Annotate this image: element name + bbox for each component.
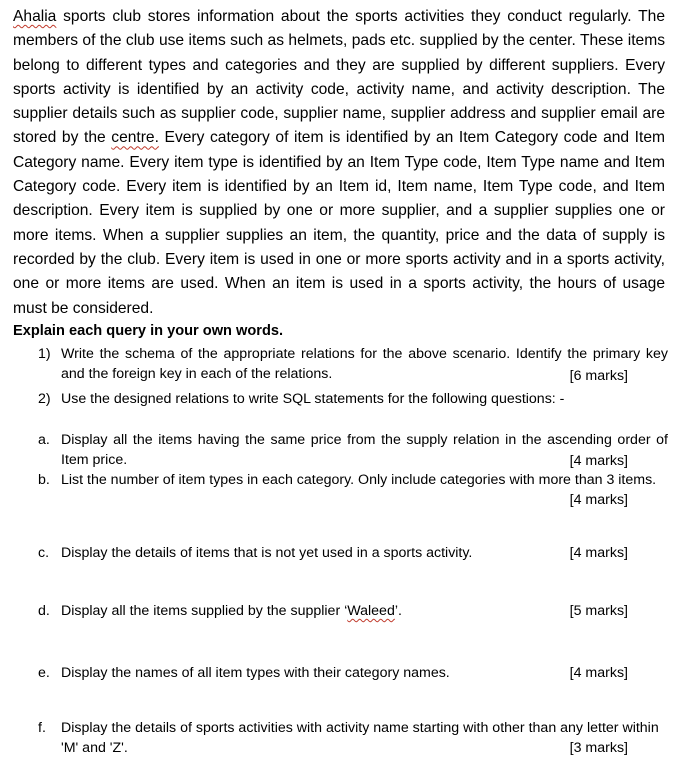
question-1-marks: [6 marks] — [569, 368, 628, 384]
question-a-text: Display all the items having the same price from the supply relation in the ascending order of Item price. — [61, 432, 668, 468]
question-b-label: b. — [38, 472, 50, 488]
question-b-text: List the number of item types in each category. Only include categories with more than 3 items. — [61, 472, 657, 488]
question-b — [38, 470, 668, 490]
question-b-marks: [4 marks] — [569, 492, 628, 508]
instructions-heading: Explain each query in your own words. — [13, 323, 284, 339]
question-c-text: Display the details of items that is not yet used in a sports activity. — [61, 545, 473, 561]
supplier-name-waleed: Waleed — [347, 603, 395, 619]
question-e-marks: [4 marks] — [569, 665, 628, 681]
question-1-number: 1) — [38, 346, 51, 362]
question-e-label: e. — [38, 665, 50, 681]
question-2-number: 2) — [38, 391, 51, 407]
question-e-text: Display the names of all item types with their category names. — [61, 665, 450, 681]
question-a-marks: [4 marks] — [569, 453, 628, 469]
question-c-label: c. — [38, 545, 50, 561]
question-d-text-end: ’. — [394, 603, 402, 619]
question-f-label: f. — [38, 720, 46, 736]
question-2-text: Use the designed relations to write SQL statements for the following questions: - — [61, 391, 565, 407]
question-1-text: Write the schema of the appropriate relations for the above scenario. Identify the primary key and the foreign key in each of the relations. — [61, 346, 668, 382]
question-d-marks: [5 marks] — [569, 603, 628, 619]
question-d-label: d. — [38, 603, 50, 619]
question-a-label: a. — [38, 432, 50, 448]
scenario-text-part-1: sports club stores information about the sports activities they conduct regularly. The members of the club use items such as helmets, pads etc. supplied by the center. These items belong to different types and categories and they are supplied by different suppliers. Every sports activity is identified by an activity code, activity name, and activity description. The supplier details such as supplier code, supplier name, supplier address and supplier email are stored by the — [13, 8, 665, 147]
scenario-text-part-2: Every category of item is identified by an Item Category code and Item Category name. Every item type is identified by an Item Type code, Item Type name and Item Category code. Every item is identified by an Item id, Item name, Item Type code, and Item description. Every item is supplied by one or more supplier, and a supplier supplies one or more items. When a supplier supplies an item, the quantity, price and the data of supply is recorded by the club. Every item is used in one or more sports activity and in a sports activity, one or more items are used. When an item is used in a sports activity, the hours of usage must be considered. — [13, 129, 666, 317]
question-d-text-start: Display all the items supplied by the supplier ‘ — [61, 603, 348, 619]
scenario-paragraph — [13, 5, 665, 321]
misspelled-word-centre: centre. — [111, 129, 159, 147]
misspelled-word-ahalia: Ahalia — [13, 8, 57, 25]
question-f-text: Display the details of sports activities with activity name starting with other than any letter within 'M' and 'Z'. — [61, 720, 659, 756]
question-c-marks: [4 marks] — [569, 545, 628, 561]
question-2 — [38, 389, 668, 409]
question-f-marks: [3 marks] — [569, 740, 628, 756]
